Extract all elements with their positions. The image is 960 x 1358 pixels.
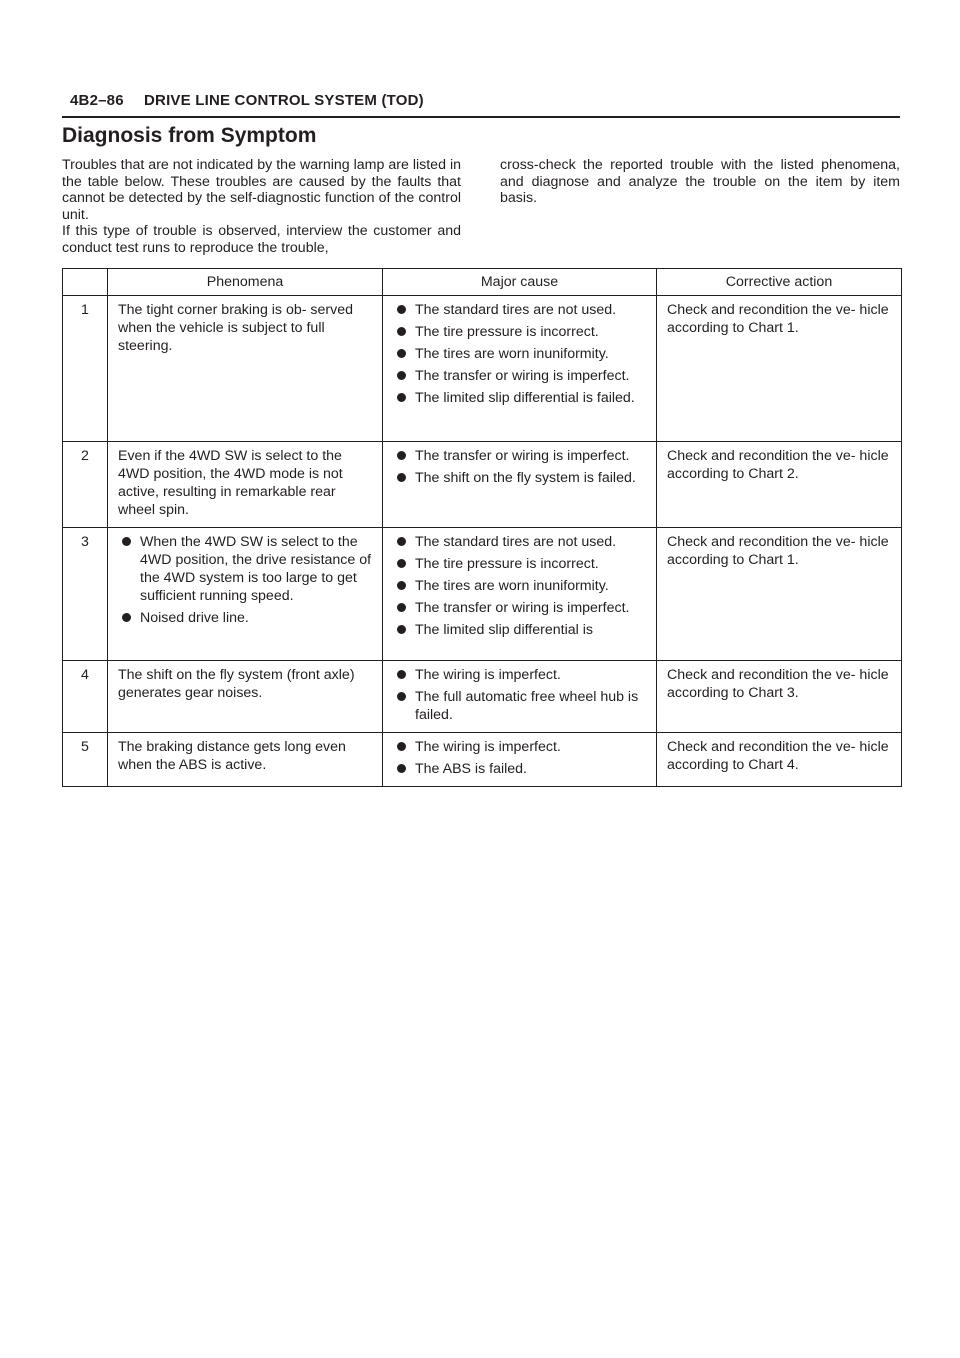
- bullet-icon: [397, 764, 406, 773]
- cause-text: The transfer or wiring is imperfect.: [415, 448, 630, 464]
- bullet-icon: [397, 349, 406, 358]
- bullet-icon: [397, 692, 406, 701]
- list-item: [393, 621, 648, 639]
- bullet-icon: [397, 305, 406, 314]
- bullet-icon: [397, 581, 406, 590]
- header-phenomena: Phenomena: [108, 269, 383, 296]
- list-item: [393, 599, 648, 617]
- action-cell: Check and recondition the ve- hicle according to Chart 4.: [657, 733, 902, 787]
- page-title: Diagnosis from Symptom: [62, 124, 317, 147]
- bullet-icon: [397, 603, 406, 612]
- list-item: [393, 469, 648, 487]
- bullet-icon: [122, 537, 131, 546]
- list-item: [393, 301, 648, 319]
- cause-text: The tire pressure is incorrect.: [415, 324, 599, 340]
- cause-text: The limited slip differential is failed.: [415, 390, 635, 406]
- cause-text: The ABS is failed.: [415, 761, 527, 777]
- action-cell: Check and recondition the ve- hicle according to Chart 1.: [657, 296, 902, 442]
- row-number: 4: [63, 661, 108, 733]
- symptom-table: [62, 268, 902, 787]
- header-corrective-action: Corrective action: [657, 269, 902, 296]
- cause-text: The tires are worn inuniformity.: [415, 346, 609, 362]
- bullet-icon: [397, 393, 406, 402]
- intro-right-column: [500, 157, 900, 207]
- table-header-row: [63, 269, 902, 296]
- list-item: [393, 367, 648, 385]
- list-item: [393, 345, 648, 363]
- phenomena-cell: [108, 528, 383, 661]
- page-number: 4B2–86: [70, 92, 124, 109]
- cause-text: The transfer or wiring is imperfect.: [415, 368, 630, 384]
- table-row: [63, 661, 902, 733]
- bullet-icon: [397, 625, 406, 634]
- cause-text: The standard tires are not used.: [415, 302, 617, 318]
- header-major-cause: Major cause: [383, 269, 657, 296]
- intro-left-column: [62, 157, 461, 257]
- cause-text: The full automatic free wheel hub is failed.: [415, 689, 639, 723]
- list-item: [393, 447, 648, 465]
- phenomena-cell: The braking distance gets long even when the ABS is active.: [108, 733, 383, 787]
- list-item: [118, 533, 374, 605]
- header-number: [63, 269, 108, 296]
- cause-text: The standard tires are not used.: [415, 534, 617, 550]
- intro-paragraph: cross-check the reported trouble with the listed phenomena, and diagnose and analyze the trouble on the item by item basis.: [500, 157, 900, 207]
- row-number: 3: [63, 528, 108, 661]
- table-row: [63, 733, 902, 787]
- intro-paragraph: Troubles that are not indicated by the warning lamp are listed in the table below. These troubles are caused by the faults that cannot be detected by the self-diagnostic function of the control unit.: [62, 157, 461, 223]
- list-item: [118, 609, 374, 627]
- bullet-icon: [397, 742, 406, 751]
- table-row: [63, 442, 902, 528]
- row-number: 2: [63, 442, 108, 528]
- list-item: [393, 666, 648, 684]
- cause-text: The limited slip differential is: [415, 622, 593, 638]
- action-cell: Check and recondition the ve- hicle according to Chart 2.: [657, 442, 902, 528]
- bullet-icon: [122, 613, 131, 622]
- bullet-icon: [397, 327, 406, 336]
- cause-text: The wiring is imperfect.: [415, 667, 561, 683]
- list-item: [393, 533, 648, 551]
- table-row: [63, 528, 902, 661]
- cause-cell: [383, 442, 657, 528]
- cause-text: The shift on the fly system is failed.: [415, 470, 636, 486]
- phenomena-cell: The tight corner braking is ob- served when the vehicle is subject to full steering.: [108, 296, 383, 442]
- row-number: 1: [63, 296, 108, 442]
- cause-cell: [383, 733, 657, 787]
- intro-paragraph: If this type of trouble is observed, interview the customer and conduct test runs to reproduce the trouble,: [62, 223, 461, 256]
- cause-cell: [383, 296, 657, 442]
- bullet-icon: [397, 537, 406, 546]
- cause-text: The wiring is imperfect.: [415, 739, 561, 755]
- bullet-icon: [397, 371, 406, 380]
- phenomena-text: When the 4WD SW is select to the 4WD position, the drive resistance of the 4WD system is too large to get sufficient running speed.: [140, 534, 372, 604]
- action-cell: Check and recondition the ve- hicle according to Chart 3.: [657, 661, 902, 733]
- list-item: [393, 760, 648, 778]
- action-cell: Check and recondition the ve- hicle according to Chart 1.: [657, 528, 902, 661]
- table-row: [63, 296, 902, 442]
- bullet-icon: [397, 451, 406, 460]
- cause-text: The transfer or wiring is imperfect.: [415, 600, 630, 616]
- list-item: [393, 688, 648, 724]
- bullet-icon: [397, 670, 406, 679]
- row-number: 5: [63, 733, 108, 787]
- bullet-icon: [397, 473, 406, 482]
- cause-text: The tire pressure is incorrect.: [415, 556, 599, 572]
- list-item: [393, 738, 648, 756]
- phenomena-cell: The shift on the fly system (front axle) generates gear noises.: [108, 661, 383, 733]
- list-item: [393, 577, 648, 595]
- section-title: DRIVE LINE CONTROL SYSTEM (TOD): [144, 92, 424, 109]
- list-item: [393, 323, 648, 341]
- cause-cell: [383, 528, 657, 661]
- bullet-icon: [397, 559, 406, 568]
- cause-text: The tires are worn inuniformity.: [415, 578, 609, 594]
- list-item: [393, 389, 648, 407]
- phenomena-cell: Even if the 4WD SW is select to the 4WD position, the 4WD mode is not active, resulting in remarkable rear wheel spin.: [108, 442, 383, 528]
- cause-cell: [383, 661, 657, 733]
- list-item: [393, 555, 648, 573]
- page-header: [62, 92, 900, 118]
- phenomena-text: Noised drive line.: [140, 610, 249, 626]
